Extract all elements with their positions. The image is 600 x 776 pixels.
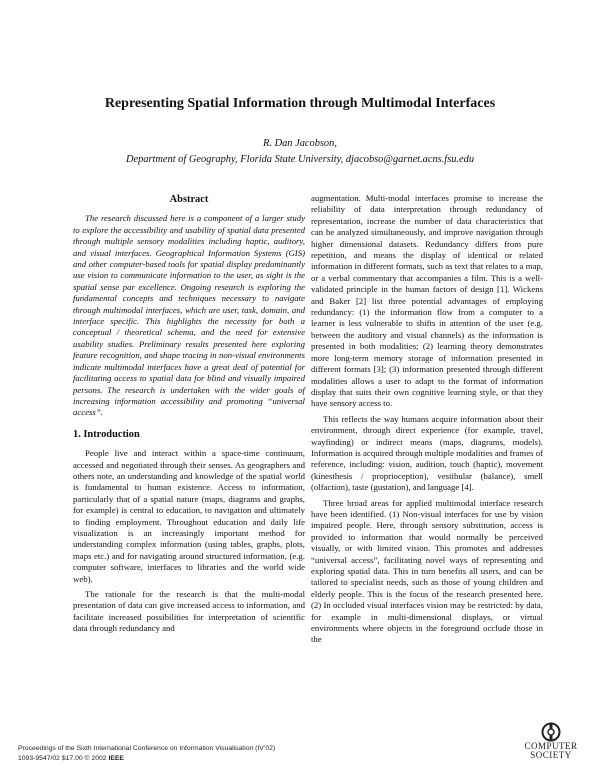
paper-title: Representing Spatial Information through Multimodal Interfaces <box>104 96 496 111</box>
intro-paragraph-1: People live and interact within a space-time continuum, accessed and negotiated through their senses. As geographers and others note, an understanding and knowledge of the spatial world is fundamental to human existence. Access to information, particularly that of a spatial nature (maps, diagrams and graphs, for example) is central to education, to navigation and ultimately to finding employment. Throughout education and daily life visualization is an increasingly important method for understanding complex information (using tables, graphs, plots, maps etc.) and for navigating around structured information, (e.g. computer software, interfaces to libraries and the world wide web). <box>73 448 305 584</box>
computer-society-emblem-icon <box>540 722 562 742</box>
intro-paragraph-2: The rationale for the research is that the multi-modal presentation of data can give increased access to information, and facilitate increased possibilities for interpretation of scientific data through redundancy and <box>73 589 305 634</box>
proceedings-line: Proceedings of the Sixth International Conference on Information Visualisation (IV’02) <box>18 745 276 752</box>
left-column <box>73 194 305 639</box>
section-heading-introduction: 1. Introduction <box>73 428 140 440</box>
author-affiliation: Department of Geography, Florida State University, djacobso@garnet.acns.fsu.edu <box>125 154 475 165</box>
body-paragraph-1: augmentation. Multi-modal interfaces promise to increase the reliability of data interpretation through redundancy of representation, increase the number of data characteristics that can be analyzed simultaneously, and improve navigation through higher dimensional datasets. Redundancy differs from pure repetition, and means the display of identical or related information in different formats, such as text that relates to a map, or a verbal commentary that accompanies a film. This is a well-validated principle in the human factors of design [1]. Wickens and Baker [2] list three potential advantages of employing redundancy: (1) the information flow from a computer to a learner is less vulnerable to shifts in attention of the user (e.g. between the auditory and visual channels) as the information is presented in both modalities; (2) learning theory demonstrates more long-term memory storage of information presented in different formats [3]; (3) information presented through different modalities allows a user to adapt to the format of information display that suits their own cognitive learning style, or that they have sensory access to. <box>311 193 543 409</box>
body-paragraph-3: Three broad areas for applied multimodal interface research have been identified. (1) Non-visual interfaces for use by vision impaired people. Here, through sensory substitution, access is provided to information that would normally be perceived visually, or with limited vision. This promotes and addresses “universal access”, facilitating novel ways of representing and exploring spatial data. This in turn benefits all users, and can be tailored to specialist needs, such as those of young children and elderly people. This is the focus of the research presented here. (2) In occluded visual interfaces vision may be restricted: by data, for example in multi-dimensional displays, or virtual environments where objects in the foreground occlude those in the <box>311 497 543 645</box>
abstract-text: The research discussed here is a component of a larger study to explore the accessibility and usability of spatial data presented through multiple sensory modalities including haptic, auditory, and visual interfaces. Geographical Information Systems (GIS) and other computer-based tools for spatial display predominantly use vision to communicate information to the user, as sight is the spatial sense par excellence. Ongoing research is exploring the fundamental concepts and techniques necessary to navigate through multimodal interfaces, which are user, task, domain, and interface specific. This highlights the necessity for both a conceptual / theoretical schema, and the need for extensive usability studies. Preliminary results presented here exploring feature recognition, and shape tracing in non-visual environments indicate multimodal interfaces have a great deal of potential for facilitating access to spatial data for blind and visually impaired persons. The research is undertaken with the wider goals of increasing information accessibility and promoting “universal access”. <box>73 213 305 418</box>
copyright-text: 1093-9547/02 $17.00 © 2002 <box>18 754 107 762</box>
body-paragraph-2: This reflects the way humans acquire information about their environment, through direct experience (for example, travel, wayfinding) or indirect means (maps, diagrams, models). Information is acquired through multiple modalities and frames of reference, including: vision, audition, touch (haptic), movement (kinesthesis / proprioception), vestibular (balance), smell (olfaction), taste (gustation), and language [4]. <box>311 413 543 493</box>
copyright-line <box>18 754 275 764</box>
ieee-mark: IEEE <box>108 754 124 762</box>
logo-text-society: SOCIETY <box>530 750 572 760</box>
logo-text-computer: COMPUTER <box>524 741 578 751</box>
computer-society-logo <box>520 722 582 772</box>
right-column <box>311 193 543 650</box>
proceedings-footer <box>18 744 275 763</box>
author-name: R. Dan Jacobson, <box>263 138 337 149</box>
abstract-heading: Abstract <box>169 194 209 205</box>
